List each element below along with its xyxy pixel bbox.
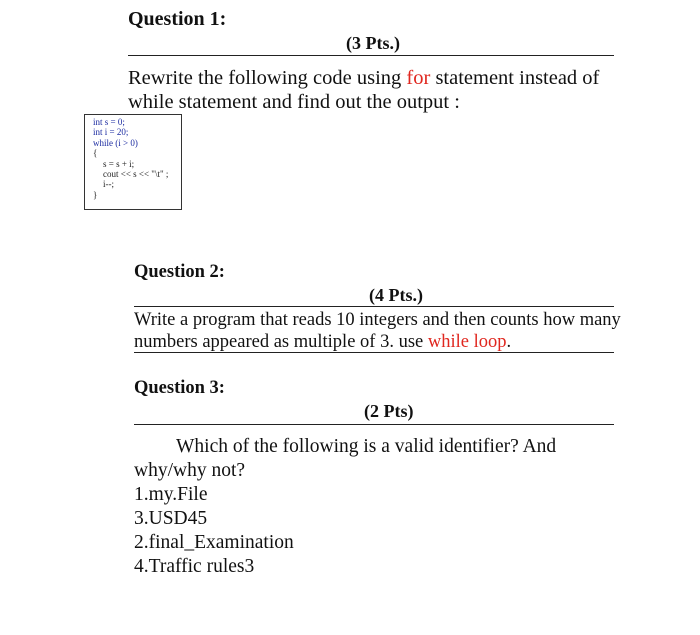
question-3-option: 1.my.File (134, 484, 208, 505)
code-line: cout << s << "\t" ; (103, 169, 169, 180)
question-3-title: Question 3: (134, 378, 225, 398)
question-3-line-2: why/why not? (134, 460, 246, 481)
question-1-text (128, 66, 628, 114)
code-line: { (93, 148, 98, 159)
question-3-points: (2 Pts) (364, 401, 414, 421)
question-2-underline (134, 352, 614, 353)
question-2-text (134, 309, 624, 353)
question-3-option: 3.USD45 (134, 508, 208, 529)
question-1-title: Question 1: (128, 8, 227, 30)
code-line: i--; (103, 179, 114, 190)
code-line: while (i > 0) (93, 137, 138, 148)
question-2-text-after: . (506, 332, 512, 352)
code-line: int i = 20; (93, 127, 129, 138)
code-line: int s = 0; (93, 117, 125, 127)
question-2-divider (134, 306, 614, 307)
question-2-points: (4 Pts.) (369, 285, 423, 305)
question-2-title: Question 2: (134, 262, 225, 282)
code-line: } (93, 189, 98, 200)
question-3-body (134, 435, 624, 579)
question-3-option: 2.final_Examination (134, 532, 294, 553)
question-2-text-before: Write a program that reads 10 integers and then counts how many numbers appeared as multiple of 3. use (134, 310, 621, 352)
question-1-divider (128, 55, 614, 56)
code-snippet-box (84, 114, 182, 210)
question-3-option: 4.Traffic rules3 (134, 556, 255, 577)
code-line: s = s + i; (103, 158, 135, 169)
question-3-divider (134, 424, 614, 425)
question-2-highlight: while loop (427, 332, 507, 352)
question-1-highlight: for (406, 67, 431, 89)
question-1-points: (3 Pts.) (346, 33, 400, 53)
question-1-text-before: Rewrite the following code using (128, 67, 407, 89)
question-3-line-1: Which of the following is a valid identifier? And (176, 436, 557, 457)
question-1-text-after: statement instead of while statement and find out the output : (128, 67, 600, 113)
